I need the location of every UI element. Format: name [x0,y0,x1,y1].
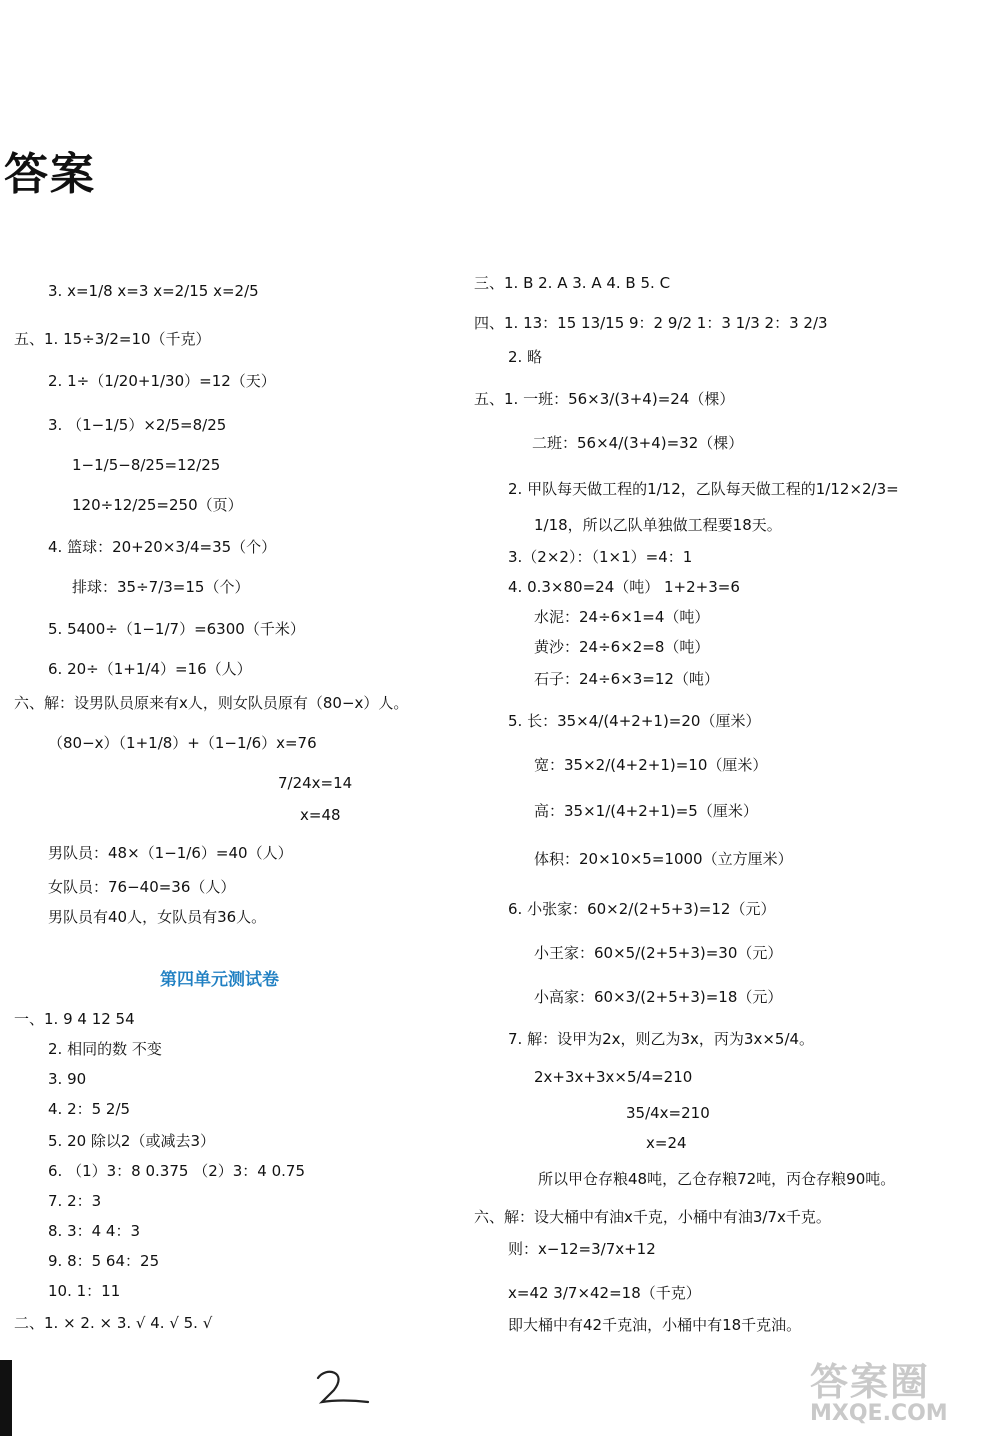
answer-line: 石子：24÷6×3=12（吨） [534,670,719,688]
answer-line: 7. 2：3 [48,1192,102,1210]
answer-line: 2. 略 [508,348,543,366]
handwritten-mark [312,1368,372,1408]
answer-line: 男队员：48×（1−1/6）=40（人） [48,844,293,862]
watermark-url: MXQE.COM [810,1401,948,1426]
answer-line: 五、1. 一班：56×3/(3+4)=24（棵） [474,390,735,408]
answer-line: 三、1. B 2. A 3. A 4. B 5. C [474,274,671,292]
answer-line: 六、解：设男队员原来有x人，则女队员原有（80−x）人。 [14,694,409,712]
section-title: 第四单元测试卷 [160,970,279,990]
answer-line: 4. 2：5 2/5 [48,1100,131,1118]
answer-line: 9. 8：5 64：25 [48,1252,160,1270]
answer-line: 5. 长：35×4/(4+2+1)=20（厘米） [508,712,761,730]
answer-line: x=48 [300,806,341,824]
answer-line: 二、1. × 2. × 3. √ 4. √ 5. √ [14,1314,213,1332]
answer-line: x=24 [646,1134,687,1152]
answer-line: 宽：35×2/(4+2+1)=10（厘米） [534,756,768,774]
answer-line: 二班：56×4/(3+4)=32（棵） [532,434,744,452]
answer-line: 35/4x=210 [626,1104,710,1122]
answer-line: 水泥：24÷6×1=4（吨） [534,608,710,626]
answer-line: 2. 1÷（1/20+1/30）=12（天） [48,372,276,390]
answer-line: 6. 小张家：60×2/(2+5+3)=12（元） [508,900,776,918]
answer-line: 7/24x=14 [278,774,353,792]
answer-line: 2. 甲队每天做工程的1/12，乙队每天做工程的1/12×2/3= [508,480,899,498]
answer-line: 四、1. 13：15 13/15 9：2 9/2 1：3 1/3 2：3 2/3 [474,314,828,332]
answer-line: 10. 1：11 [48,1282,121,1300]
watermark-logo [810,1362,992,1432]
answer-line: 5. 5400÷（1−1/7）=6300（千米） [48,620,305,638]
answer-line: 一、1. 9 4 12 54 [14,1010,135,1028]
answer-line: 2x+3x+3x×5/4=210 [534,1068,693,1086]
answer-line: 1/18，所以乙队单独做工程要18天。 [534,516,782,534]
watermark-text: 答案圈 [810,1360,931,1404]
answer-line: 五、1. 15÷3/2=10（千克） [14,330,211,348]
answer-line: 6. 20÷（1+1/4）=16（人） [48,660,252,678]
answer-line: 小高家：60×3/(2+5+3)=18（元） [534,988,783,1006]
answer-line: 3.（2×2）：（1×1）=4：1 [508,548,693,566]
answer-line: 排球：35÷7/3=15（个） [72,578,250,596]
answer-line: 小王家：60×5/(2+5+3)=30（元） [534,944,783,962]
answer-line: 6. （1）3：8 0.375 （2）3：4 0.75 [48,1162,305,1180]
answer-line: 8. 3：4 4：3 [48,1222,141,1240]
answer-line: 1−1/5−8/25=12/25 [72,456,221,474]
answer-line: 男队员有40人，女队员有36人。 [48,908,267,926]
answer-line: 3. x=1/8 x=3 x=2/15 x=2/5 [48,282,259,300]
answer-line: 3. 90 [48,1070,87,1088]
answer-line: 则：x−12=3/7x+12 [508,1240,656,1258]
page-edge-mark [0,1360,12,1436]
page-title: 答案 [4,149,96,200]
answer-line: 所以甲仓存粮48吨，乙仓存粮72吨，丙仓存粮90吨。 [538,1170,896,1188]
answer-line: 7. 解：设甲为2x，则乙为3x，丙为3x×5/4。 [508,1030,815,1048]
answer-line: 120÷12/25=250（页） [72,496,243,514]
answer-line: 即大桶中有42千克油，小桶中有18千克油。 [508,1316,802,1334]
answer-line: 女队员：76−40=36（人） [48,878,236,896]
answer-line: 4. 0.3×80=24（吨） 1+2+3=6 [508,578,740,596]
answer-line: 体积：20×10×5=1000（立方厘米） [534,850,793,868]
answer-line: x=42 3/7×42=18（千克） [508,1284,701,1302]
answer-line: 4. 篮球：20+20×3/4=35（个） [48,538,277,556]
answer-line: 高：35×1/(4+2+1)=5（厘米） [534,802,758,820]
answer-line: 黄沙：24÷6×2=8（吨） [534,638,710,656]
answer-line: 5. 20 除以2（或减去3） [48,1132,216,1150]
answer-line: 2. 相同的数 不变 [48,1040,162,1058]
answer-line: 六、解：设大桶中有油x千克，小桶中有油3/7x千克。 [474,1208,831,1226]
answer-line: 3. （1−1/5）×2/5=8/25 [48,416,227,434]
answer-line: （80−x）（1+1/8）+（1−1/6）x=76 [48,734,317,752]
